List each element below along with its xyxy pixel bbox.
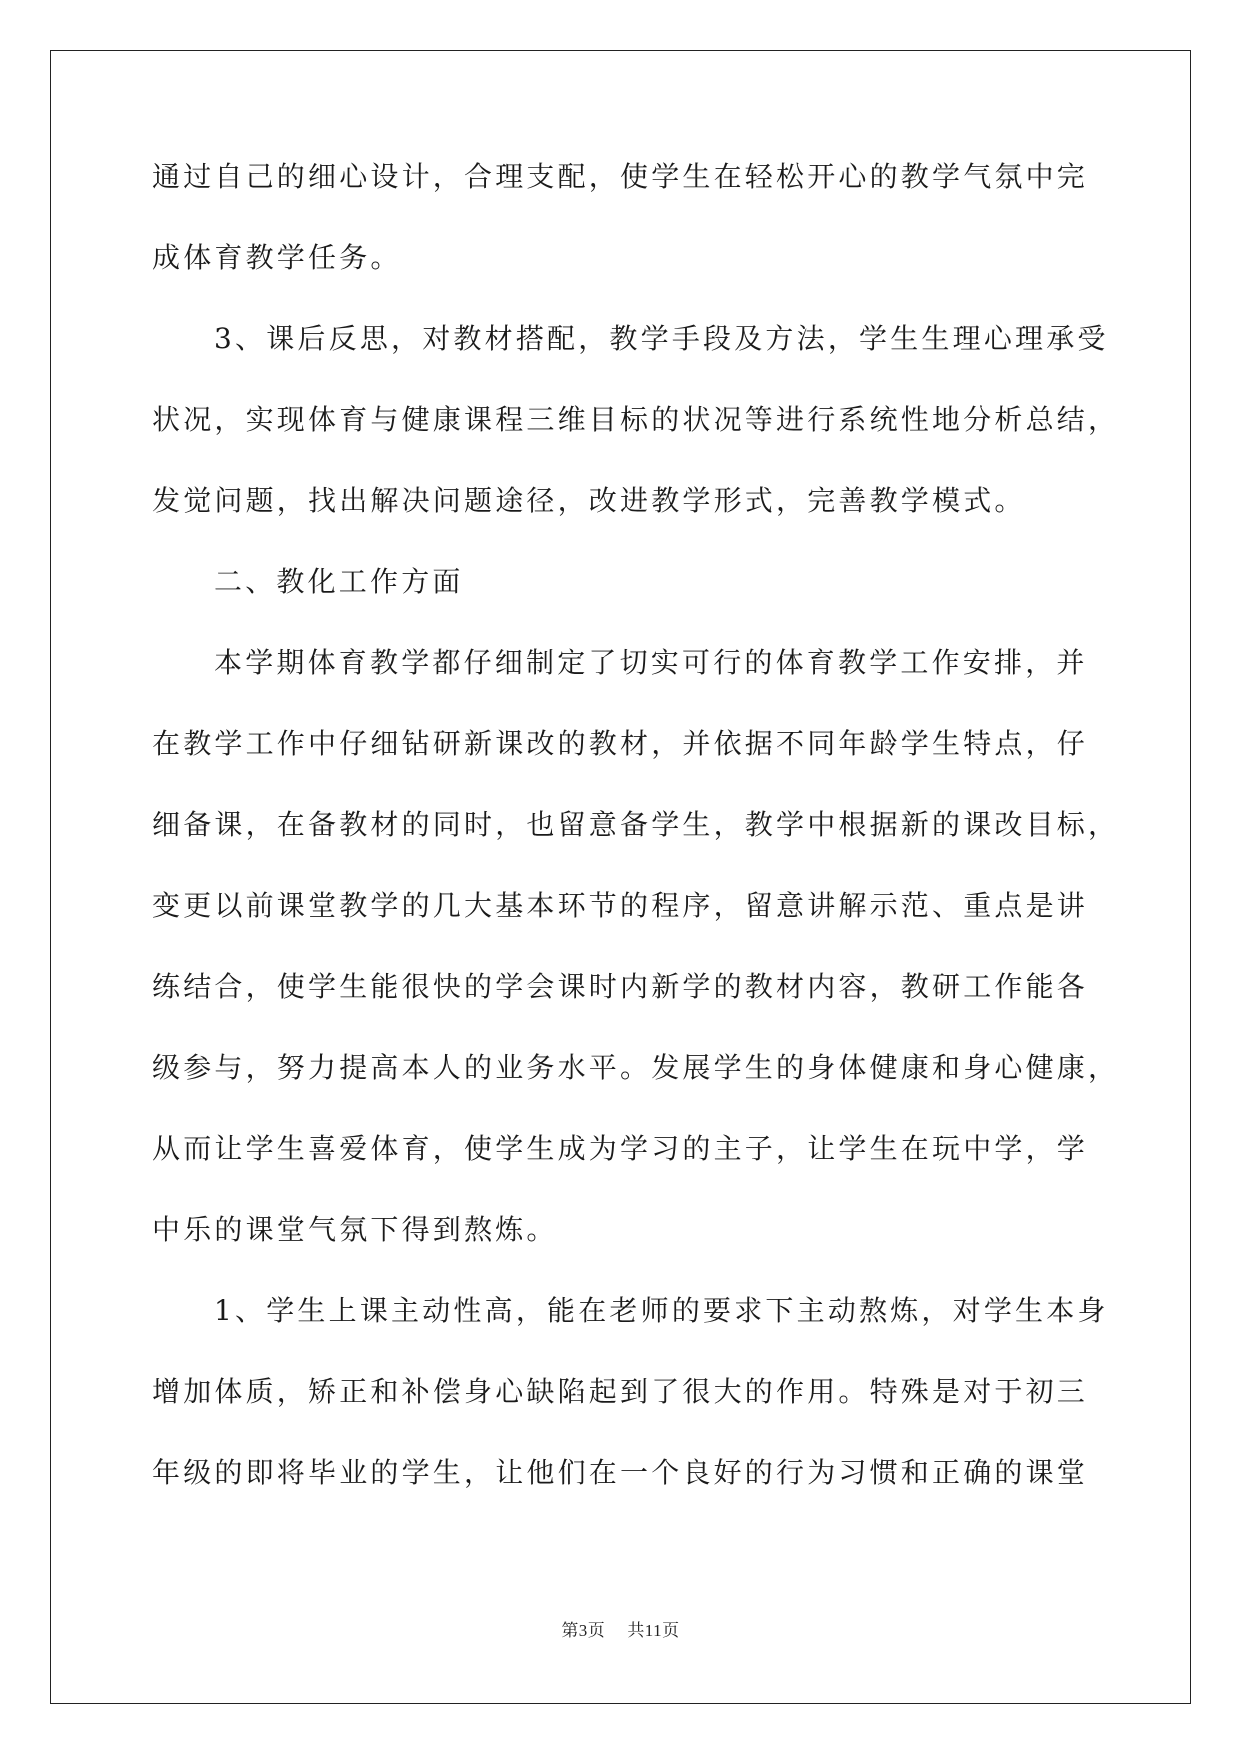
page-number: 第3页: [561, 1621, 606, 1640]
text-line: 级参与，努力提高本人的业务水平。发展学生的身体健康和身心健康，: [152, 1051, 1120, 1084]
text-line: 成体育教学任务。: [152, 241, 402, 274]
text-line: 1、学生上课主动性高，能在老师的要求下主动熬炼，对学生本身: [214, 1294, 1109, 1327]
text-line: 状况，实现体育与健康课程三维目标的状况等进行系统性地分析总结，: [152, 403, 1120, 436]
text-line: 变更以前课堂教学的几大基本环节的程序，留意讲解示范、重点是讲: [152, 889, 1089, 922]
text-line: 年级的即将毕业的学生，让他们在一个良好的行为习惯和正确的课堂: [152, 1456, 1089, 1489]
text-line: 在教学工作中仔细钻研新课改的教材，并依据不同年龄学生特点，仔: [152, 727, 1089, 760]
text-line: 从而让学生喜爱体育，使学生成为学习的主子，让学生在玩中学，学: [152, 1132, 1089, 1165]
text-line: 发觉问题，找出解决问题途径，改进教学形式，完善教学模式。: [152, 484, 1026, 517]
text-line: 通过自己的细心设计，合理支配，使学生在轻松开心的教学气氛中完: [152, 160, 1089, 193]
page-total: 共11页: [627, 1621, 680, 1640]
text-line: 中乐的课堂气氛下得到熬炼。: [152, 1213, 558, 1246]
document-body: [152, 160, 1120, 1539]
text-line: 3、课后反思，对教材搭配，教学手段及方法，学生生理心理承受: [214, 322, 1109, 355]
text-line: 练结合，使学生能很快的学会课时内新学的教材内容，教研工作能各: [152, 970, 1089, 1003]
text-line: 增加体质，矫正和补偿身心缺陷起到了很大的作用。特殊是对于初三: [152, 1375, 1089, 1408]
page-footer: [0, 1616, 1241, 1641]
section-heading: 二、教化工作方面: [214, 565, 464, 598]
text-line: 细备课，在备教材的同时，也留意备学生，教学中根据新的课改目标，: [152, 808, 1120, 841]
text-line: 本学期体育教学都仔细制定了切实可行的体育教学工作安排，并: [214, 646, 1088, 679]
